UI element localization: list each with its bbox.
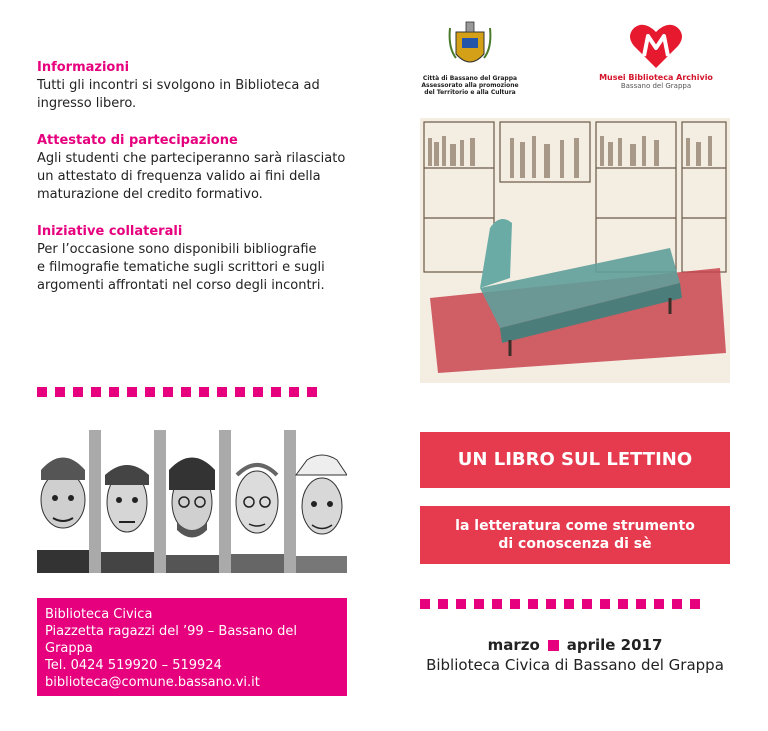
museum-logo-text xyxy=(596,73,716,91)
contact-box xyxy=(37,598,347,696)
event-title-box xyxy=(420,432,730,488)
contact-address: Piazzetta ragazzi del ’99 – Bassano del Grappa xyxy=(45,624,298,656)
left-square-divider xyxy=(37,387,317,397)
city-dept-2: del Territorio e alla Cultura xyxy=(424,89,516,96)
info-heading: Informazioni xyxy=(37,60,130,75)
info-text xyxy=(37,77,347,113)
info-line: Tutti gli incontri si svolgono in Biblioteca ad xyxy=(37,78,320,93)
attestato-line: maturazione del credito formativo. xyxy=(37,187,263,202)
attestato-line: Agli studenti che parteciperanno sarà rilasciato xyxy=(37,151,346,166)
event-dates xyxy=(420,636,730,654)
date-start: marzo xyxy=(487,636,540,654)
iniziative-heading: Iniziative collaterali xyxy=(37,224,183,239)
date-end: aprile 2017 xyxy=(566,636,663,654)
city-logo-text xyxy=(408,75,532,96)
couch-illustration xyxy=(420,118,730,383)
attestato-text xyxy=(37,150,347,204)
museum-sub: Bassano del Grappa xyxy=(620,82,692,90)
iniziative-line: e filmografie tematiche sugli scrittori e sugli xyxy=(37,260,325,275)
city-name: Città di Bassano del Grappa xyxy=(422,75,518,82)
contact-line: Biblioteca Civica xyxy=(45,607,153,622)
author-portraits xyxy=(37,430,347,573)
right-square-divider xyxy=(420,599,700,609)
museum-name: Musei Biblioteca Archivio xyxy=(599,73,713,82)
museum-heart-logo-icon xyxy=(628,22,684,70)
date-separator xyxy=(548,640,559,651)
info-section xyxy=(37,60,347,295)
event-title: UN LIBRO SUL LETTINO xyxy=(457,449,693,470)
iniziative-line: argomenti affrontati nel corso degli incontri. xyxy=(37,278,325,293)
city-crest-icon xyxy=(448,18,492,73)
event-subtitle-box xyxy=(420,506,730,564)
info-line: ingresso libero. xyxy=(37,96,137,111)
event-venue: Biblioteca Civica di Bassano del Grappa xyxy=(426,656,724,674)
iniziative-line: Per l’occasione sono disponibili bibliografie xyxy=(37,242,317,257)
subtitle-line-1: la letteratura come strumento xyxy=(455,518,695,534)
contact-email[interactable]: biblioteca@comune.bassano.vi.it xyxy=(45,675,260,690)
attestato-line: un attestato di frequenza valido ai fini della xyxy=(37,169,321,184)
subtitle-line-2: di conoscenza di sè xyxy=(498,536,652,552)
attestato-heading: Attestato di partecipazione xyxy=(37,133,238,148)
portrait-1 xyxy=(37,458,89,574)
city-dept-1: Assessorato alla promozione xyxy=(421,82,519,89)
contact-phone: Tel. 0424 519920 – 519924 xyxy=(45,658,222,673)
iniziative-text xyxy=(37,241,347,295)
